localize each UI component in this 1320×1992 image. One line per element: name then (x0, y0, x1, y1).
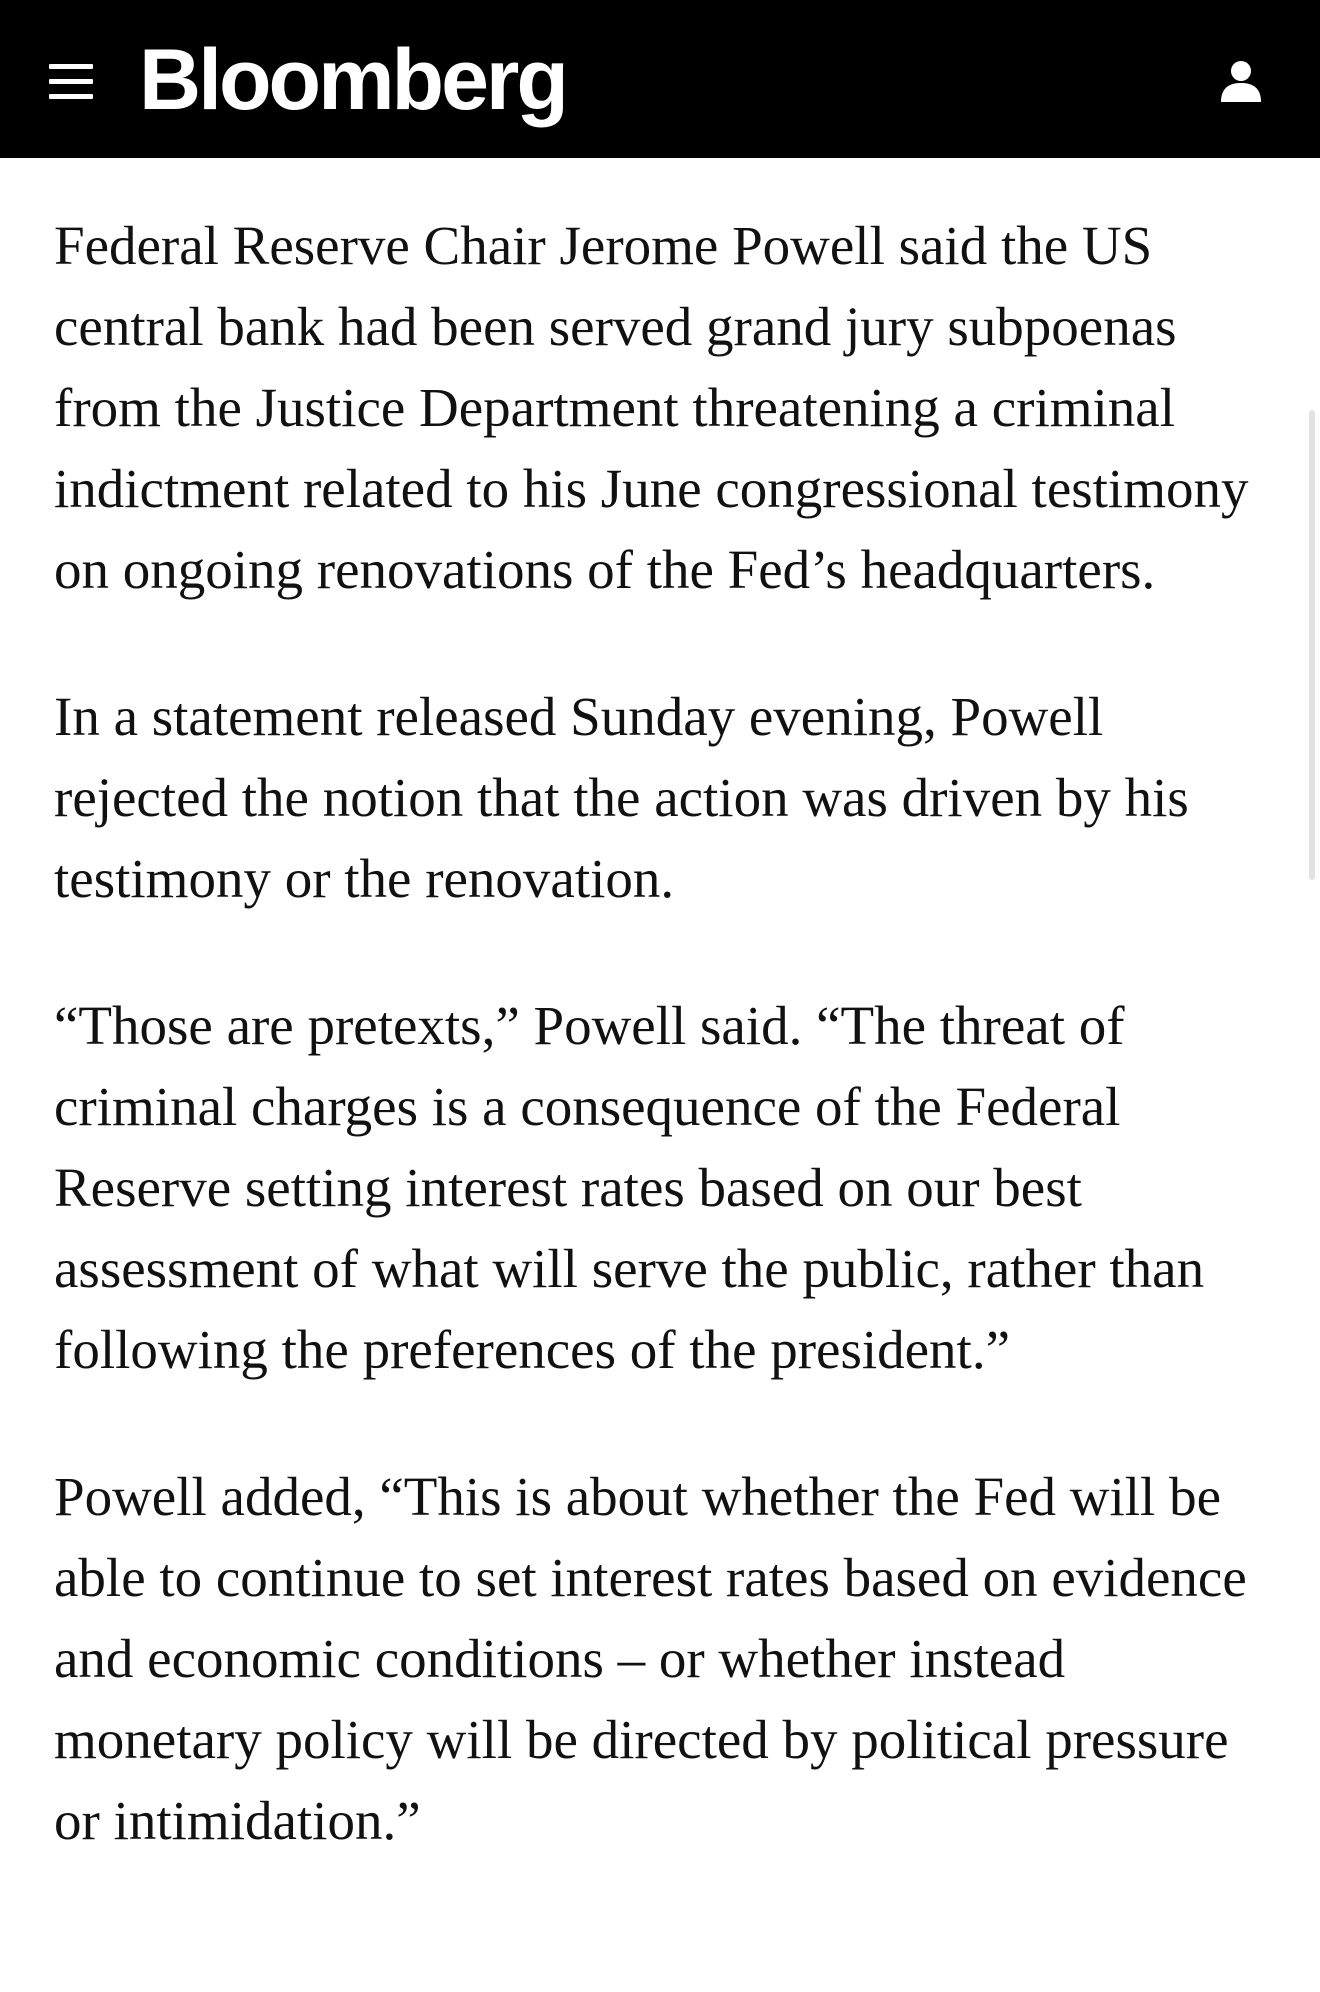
article-paragraph-2: In a statement released Sunday evening, Powell rejected the notion that the action was driven by his testimony or the renovation. (54, 686, 1189, 909)
menu-icon-line (49, 64, 93, 69)
bloomberg-logo[interactable]: Bloomberg (139, 32, 566, 128)
article-paragraph-1: Federal Reserve Chair Jerome Powell said the US central bank had been served grand jury subpoenas from the Justice Department threatening a criminal indictment related to his June congressional testimony on ongoing renovations of the Fed’s headquarters. (54, 215, 1249, 600)
article-paragraph-4: Powell added, “This is about whether the Fed will be able to continue to set interest rates based on evidence and economic conditions – or whether instead monetary policy will be directed by political pressure or intimidation.” (54, 1466, 1247, 1851)
article-body (54, 205, 1284, 1927)
page-scrollbar[interactable] (1309, 410, 1315, 880)
user-account-icon[interactable] (1218, 58, 1264, 104)
user-silhouette-icon (1218, 58, 1264, 104)
hamburger-menu-icon[interactable] (49, 64, 93, 100)
top-navigation-bar (0, 0, 1320, 158)
menu-icon-line (49, 94, 93, 99)
menu-icon-line (49, 79, 93, 84)
article-paragraph-3: “Those are pretexts,” Powell said. “The threat of criminal charges is a consequence of the Federal Reserve setting interest rates based on our best assessment of what will serve the public, rather than following the preferences of the president.” (54, 995, 1205, 1380)
